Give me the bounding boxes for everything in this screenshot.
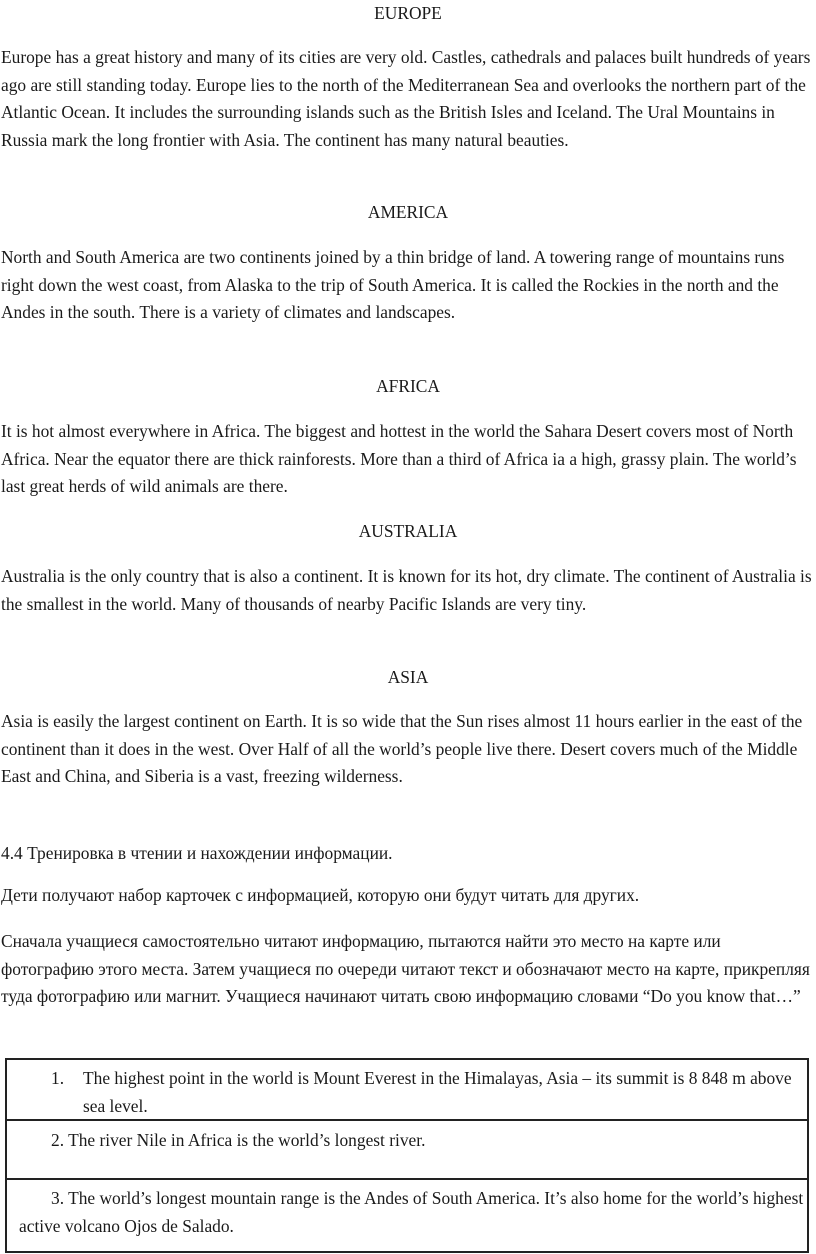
fact-card-text: 2. The river Nile in Africa is the world’s longest river. [51,1130,426,1150]
paragraph-europe: Europe has a great history and many of its cities are very old. Castles, cathedrals and palaces built hundreds of years ago are still standing today. Europe lies to the north of the Mediterranean Sea and overlooks the northern part of the Atlantic Ocean. It includes the surrounding islands such as the British Isles and Iceland. The Ural Mountains in Russia mark the long frontier with Asia. The continent has many natural beauties. [1,47,811,150]
table-border-top [5,1058,809,1060]
fact-cards-table [5,1058,809,1253]
table-border-right [807,1058,809,1253]
paragraph-asia: Asia is easily the largest continent on Earth. It is so wide that the Sun rises almost 11 hours earlier in the east of the continent than it does in the west. Over Half of all the world’s people live there. Desert covers much of the Middle East and China, and Siberia is a vast, freezing wilderness. [1,711,803,787]
paragraph-america: North and South America are two continents joined by a thin bridge of land. A towering range of mountains runs right down the west coast, from Alaska to the trip of South America. It is called the Rockies in the north and the Andes in the south. There is a variety of climates and landscapes. [1,247,785,323]
fact-card-text: The highest point in the world is Mount Everest in the Himalayas, Asia – its summit is 8 848 m above sea level. [83,1068,792,1116]
activity-intro: Дети получают набор карточек с информацией, которую они будут читать для других. [1,885,640,905]
heading-asia: ASIA [387,667,429,687]
table-border-left [5,1058,7,1253]
fact-card-text: 3. The world’s longest mountain range is the Andes of South America. It’s also home for the world’s highest active volcano Ojos de Salado. [19,1188,804,1236]
activity-instructions: Сначала учащиеся самостоятельно читают информацию, пытаются найти это место на карте или фотографию этого места. Затем учащиеся по очереди читают текст и обозначают место на карте, прикрепляя туда фотографию или магнит. Учащиеся начинают читать свою информацию словами “Do you know that…” [1,931,810,1007]
heading-australia: AUSTRALIA [358,521,458,541]
table-border-bottom [5,1251,809,1253]
fact-card-number: 1. [51,1068,65,1088]
paragraph-africa: It is hot almost everywhere in Africa. The biggest and hottest in the world the Sahara Desert covers most of North Africa. Near the equator there are thick rainforests. More than a third of Africa ia a high, grassy plain. The world’s last great herds of wild animals are there. [1,421,797,497]
heading-africa: AFRICA [376,376,440,396]
paragraph-australia: Australia is the only country that is also a continent. It is known for its hot, dry climate. The continent of Australia is the smallest in the world. Many of thousands of nearby Pacific Islands are very tiny. [1,566,812,614]
activity-title: 4.4 Тренировка в чтении и нахождении информации. [1,843,393,863]
table-border-row2 [5,1178,809,1180]
heading-europe: EUROPE [374,3,442,23]
heading-america: AMERICA [367,202,449,222]
